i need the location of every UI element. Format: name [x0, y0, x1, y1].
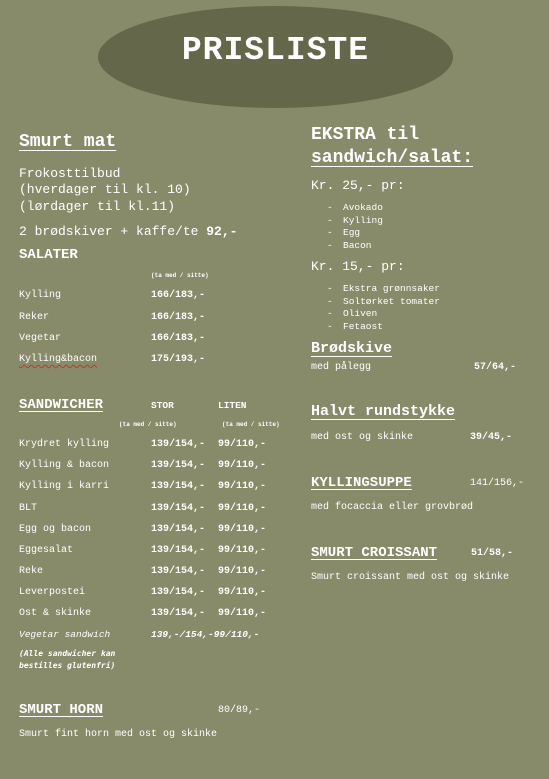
smurt-horn-price: 80/89,-: [218, 705, 261, 716]
halvt-rundstykke-price: 39/45,-: [470, 432, 513, 443]
salater-heading: SALATER: [19, 247, 78, 263]
sandwich-price-stor: 139/154,-: [151, 460, 206, 471]
ekstra-group1-price: Kr. 25,- pr:: [311, 178, 405, 193]
brodskive-description: med pålegg: [311, 362, 372, 373]
halvt-rundstykke-description: med ost og skinke: [311, 432, 414, 443]
sandwich-price-stor: 139/154,-: [151, 608, 206, 619]
smurt-croissant-heading: SMURT CROISSANT: [311, 545, 438, 561]
page-title: PRISLISTE: [181, 32, 370, 69]
sandwich-price-liten: 99/110,-: [218, 608, 267, 619]
sandwich-price-liten: 99/110,-: [218, 481, 267, 492]
sandwich-name: Egg og bacon: [19, 524, 92, 535]
sandwich-name: Ost & skinke: [19, 608, 92, 619]
sandwich-price-stor: 139/154,-: [151, 439, 206, 450]
salat-item-name: Kylling: [19, 290, 62, 301]
vegetar-sandwich-name: Vegetar sandwich: [19, 629, 111, 640]
sandwich-price-stor: 139/154,-: [151, 566, 206, 577]
frokost-line-3: (lørdager til kl.11): [19, 199, 176, 214]
brodskive-heading: Brødskive: [311, 340, 393, 357]
sandwich-name: Leverpostei: [19, 587, 86, 598]
sandwich-price-stor: 139/154,-: [151, 587, 206, 598]
sandwich-subhead-liten: (ta med / sitte): [222, 421, 280, 428]
ekstra-heading-1: EKSTRA til: [311, 125, 420, 145]
frokost-offer-text: 2 brødskiver + kaffe/te: [19, 224, 207, 239]
brodskive-price: 57/64,-: [474, 362, 517, 373]
glutenfri-note-1: (Alle sandwicher kan: [19, 649, 116, 658]
smurt-croissant-price: 51/58,-: [471, 548, 514, 559]
frokost-offer-price: 92,-: [206, 224, 238, 239]
sandwich-price-liten: 99/110,-: [218, 587, 267, 598]
frokost-line-2: (hverdager til kl. 10): [19, 182, 191, 197]
sandwich-price-liten: 99/110,-: [218, 503, 267, 514]
salater-subhead: (ta med / sitte): [151, 272, 209, 279]
salat-item-name: Vegetar: [19, 333, 62, 344]
sandwich-name: Krydret kylling: [19, 439, 110, 450]
sandwich-name: Kylling i karri: [19, 481, 110, 492]
ekstra-group2-price: Kr. 15,- pr:: [311, 259, 405, 274]
sandwich-price-stor: 139/154,-: [151, 524, 206, 535]
ekstra-group2-list: [327, 283, 440, 333]
kyllingsuppe-description: med focaccia eller grovbrød: [311, 502, 474, 513]
salat-item-name: Reker: [19, 312, 50, 323]
salat-item-price: 166/183,-: [151, 290, 206, 301]
sandwich-subhead-stor: (ta med / sitte): [119, 421, 177, 428]
salat-item-name: Kylling&bacon: [19, 354, 98, 365]
sandwich-price-liten: 99/110,-: [218, 460, 267, 471]
sandwich-name: Eggesalat: [19, 545, 74, 556]
ekstra-item: - Kylling: [327, 215, 383, 228]
sandwich-price-stor: 139/154,-: [151, 545, 206, 556]
kyllingsuppe-heading: KYLLINGSUPPE: [311, 475, 412, 491]
ekstra-item: - Egg: [327, 227, 383, 240]
col-stor-header: STOR: [151, 400, 174, 411]
kyllingsuppe-price: 141/156,-: [470, 478, 525, 489]
sandwich-price-liten: 99/110,-: [218, 439, 267, 450]
frokost-line-1: Frokosttilbud: [19, 166, 121, 181]
ekstra-item: - Avokado: [327, 202, 383, 215]
ekstra-heading-2: sandwich/salat:: [311, 148, 474, 168]
smurt-horn-heading: SMURT HORN: [19, 702, 104, 718]
ekstra-item: - Fetaost: [327, 321, 440, 334]
frokost-offer: [19, 224, 237, 239]
sandwich-name: Reke: [19, 566, 44, 577]
sandwich-name: BLT: [19, 503, 38, 514]
sandwicher-heading: SANDWICHER: [19, 397, 104, 413]
sandwich-name: Kylling & bacon: [19, 460, 110, 471]
ekstra-group1-list: [327, 202, 383, 252]
ekstra-item: - Oliven: [327, 308, 440, 321]
smurt-croissant-description: Smurt croissant med ost og skinke: [311, 572, 510, 583]
salat-item-price: 166/183,-: [151, 333, 206, 344]
smurt-horn-description: Smurt fint horn med ost og skinke: [19, 729, 218, 740]
halvt-rundstykke-heading: Halvt rundstykke: [311, 403, 456, 420]
sandwich-price-liten: 99/110,-: [218, 524, 267, 535]
salat-item-price: 175/193,-: [151, 354, 206, 365]
sandwich-price-liten: 99/110,-: [218, 566, 267, 577]
sandwich-price-stor: 139/154,-: [151, 503, 206, 514]
ekstra-item: - Soltørket tomater: [327, 296, 440, 309]
smurt-mat-heading: Smurt mat: [19, 132, 117, 152]
glutenfri-note-2: bestilles glutenfri): [19, 661, 116, 670]
ekstra-item: - Ekstra grønnsaker: [327, 283, 440, 296]
salat-item-price: 166/183,-: [151, 312, 206, 323]
sandwich-price-liten: 99/110,-: [218, 545, 267, 556]
col-liten-header: LITEN: [218, 400, 247, 411]
sandwich-price-stor: 139/154,-: [151, 481, 206, 492]
ekstra-item: - Bacon: [327, 240, 383, 253]
vegetar-sandwich-price: 139,-/154,-99/110,-: [151, 629, 260, 640]
